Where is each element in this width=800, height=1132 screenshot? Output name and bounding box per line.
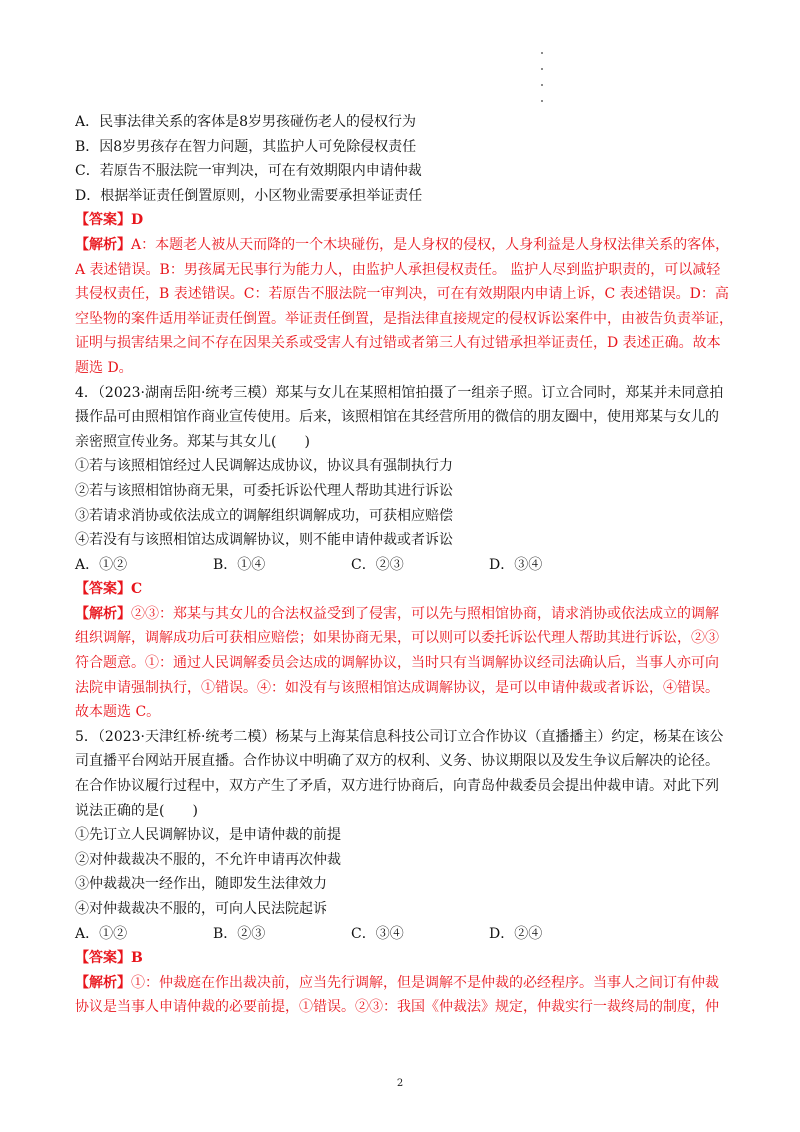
q3-analysis-line: 【解析】A：本题老人被从天而降的一个木块碰伤，是人身权的侵权，人身利益是人身权法律关系的客体， bbox=[75, 236, 730, 253]
q4-answer bbox=[75, 577, 735, 602]
q4-item: ②若与该照相馆协商无果，可委托诉讼代理人帮助其进行诉讼 bbox=[75, 482, 453, 499]
q5-item: ③仲裁裁决一经作出，随即发生法律效力 bbox=[75, 876, 327, 893]
q4-choice-a: A．①② bbox=[75, 556, 128, 573]
q5-stem-line: 司直播平台网站开展直播。合作协议中明确了双方的权利、义务、协议期限以及发生争议后解决的论径。 bbox=[75, 753, 719, 770]
q4-item: ③若请求消协或依法成立的调解组织调解成功，可获相应赔偿 bbox=[75, 507, 453, 524]
q4-analysis-line: 组织调解，调解成功后可获相应赔偿；如果协商无果，可以则可以委托诉讼代理人帮助其进行诉讼，②③ bbox=[75, 630, 719, 647]
answer-tag: 【答案】 bbox=[75, 950, 131, 967]
q5-analysis-line: 协议是当事人申请仲裁的必要前提，①错误。②③：我国《仲裁法》规定，仲裁实行一裁终局的制度，仲 bbox=[75, 999, 719, 1016]
q5-answer bbox=[75, 946, 735, 971]
q4-choices bbox=[75, 553, 735, 578]
q3-analysis-line: A 表述错误。B：男孩属无民事行为能力人，由监护人承担侵权责任。 监护人尽到监护职责的，可以减轻 bbox=[75, 261, 721, 278]
q3-option-c: C．若原告不服法院一审判决，可在有效期限内申请仲裁 bbox=[75, 163, 422, 180]
q4-choice-b: B．①④ bbox=[213, 556, 266, 573]
answer-value: C bbox=[131, 581, 143, 598]
q4-choice-d: D．③④ bbox=[489, 556, 543, 573]
q5-stem-line: 5．（2023·天津红桥·统考二模）杨某与上海某信息科技公司订立合作协议（直播播主）约定，杨某在该公 bbox=[75, 728, 724, 745]
q5-choice-b: B．②③ bbox=[213, 925, 266, 942]
q5-choice-a: A．①② bbox=[75, 925, 128, 942]
q5-item: ④对仲裁裁决不服的，可向人民法院起诉 bbox=[75, 901, 327, 917]
q5-item: ①先订立人民调解协议，是申请仲裁的前提 bbox=[75, 827, 341, 844]
q4-analysis-line: 法院申请强制执行，①错误。④：如没有与该照相馆达成调解协议，是可以申请仲裁或者诉讼，④错误。 bbox=[75, 679, 719, 696]
page-number: 2 bbox=[396, 1078, 404, 1089]
q3-analysis-line: 题选 D。 bbox=[75, 359, 133, 376]
q5-item: ②对仲裁裁决不服的，不允许申请再次仲裁 bbox=[75, 851, 341, 868]
answer-value: B bbox=[131, 950, 143, 967]
analysis-tag: 【解析】 bbox=[75, 236, 131, 253]
q4-stem-line: 亲密照宣传业务。郑某与其女儿( ) bbox=[75, 433, 310, 450]
q3-option-d: D．根据举证责任倒置原则，小区物业需要承担举证责任 bbox=[75, 187, 423, 204]
q3-option-a: A．民事法律关系的客体是8岁男孩碰伤老人的侵权行为 bbox=[75, 114, 417, 130]
answer-value: D bbox=[131, 212, 144, 229]
q3-option-b: B．因8岁男孩存在智力问题，其监护人可免除侵权责任 bbox=[75, 138, 417, 155]
analysis-tag: 【解析】 bbox=[75, 974, 131, 991]
q3-analysis-line: 空坠物的案件适用举证责任倒置。举证责任倒置，是指法律直接规定的侵权诉讼案件中，由被告负责举证， bbox=[75, 310, 733, 327]
margin-dots bbox=[541, 52, 545, 116]
q4-analysis-line: 故本题选 C。 bbox=[75, 704, 161, 721]
q4-analysis-line: 符合题意。①：通过人民调解委员会达成的调解协议，当时只有当调解协议经司法确认后，当事人亦可向 bbox=[75, 655, 719, 672]
q4-choice-c: C．②③ bbox=[351, 556, 404, 573]
answer-tag: 【答案】 bbox=[75, 581, 131, 598]
q5-choices bbox=[75, 922, 735, 947]
page-content bbox=[75, 110, 735, 1020]
q5-choice-c: C．③④ bbox=[351, 925, 404, 942]
q3-analysis-line: 证明与损害结果之间不存在因果关系或受害人有过错或者第三人有过错承担举证责任，D 表述正确。故本 bbox=[75, 335, 721, 352]
q4-analysis-line: 【解析】②③：郑某与其女儿的合法权益受到了侵害，可以先与照相馆协商，请求消协或依法成立的调解 bbox=[75, 605, 719, 622]
analysis-tag: 【解析】 bbox=[75, 605, 131, 622]
q5-choice-d: D．②④ bbox=[489, 925, 543, 942]
q5-stem-line: 在合作协议履行过程中，双方产生了矛盾，双方进行协商后，向青岛仲裁委员会提出仲裁申请。对此下列 bbox=[75, 778, 719, 795]
answer-tag: 【答案】 bbox=[75, 212, 131, 229]
q3-analysis-line: 其侵权责任，B 表述错误。C：若原告不服法院一审判决，可在有效期限内申请上诉，C 表述错误。D：高 bbox=[75, 286, 729, 303]
q5-analysis-line: 【解析】①：仲裁庭在作出裁决前，应当先行调解，但是调解不是仲裁的必经程序。当事人之间订有仲裁 bbox=[75, 974, 719, 991]
q4-stem-line: 摄作品可由照相馆作商业宣传使用。后来，该照相馆在其经营所用的微信的朋友圈中，使用郑某与女儿的 bbox=[75, 409, 719, 426]
q3-answer bbox=[75, 208, 735, 233]
q4-item: ④若没有与该照相馆达成调解协议，则不能申请仲裁或者诉讼 bbox=[75, 532, 453, 549]
q4-stem-line: 4．（2023·湖南岳阳·统考三模）郑某与女儿在某照相馆拍摄了一组亲子照。订立合同时，郑某并未同意拍 bbox=[75, 384, 724, 401]
q4-item: ①若与该照相馆经过人民调解达成协议，协议具有强制执行力 bbox=[75, 458, 453, 475]
q5-stem-line: 说法正确的是( ) bbox=[75, 802, 198, 819]
